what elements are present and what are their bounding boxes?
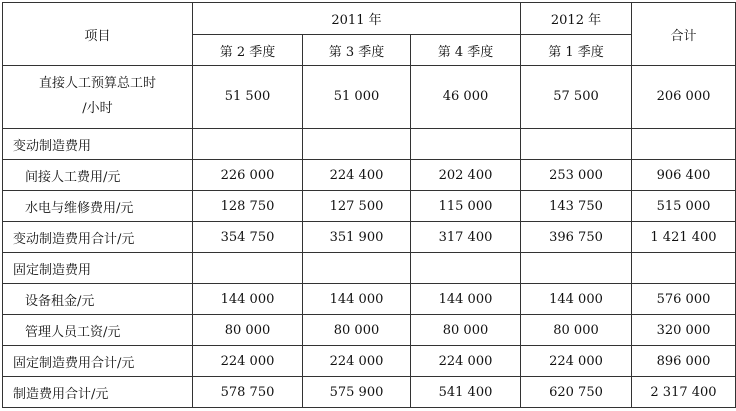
table-cell: 224 000 (193, 346, 303, 377)
table-cell: 541 400 (411, 377, 521, 408)
table-cell: 144 000 (411, 284, 521, 315)
table-cell (303, 129, 411, 160)
table-cell: 202 400 (411, 160, 521, 191)
table-cell: 224 000 (303, 346, 411, 377)
table-cell: 46 000 (411, 66, 521, 129)
table-cell: 2 317 400 (632, 377, 736, 408)
table-cell: 57 500 (521, 66, 632, 129)
table-row (3, 222, 736, 253)
table-cell: 575 900 (303, 377, 411, 408)
table-cell: 143 750 (521, 191, 632, 222)
table-cell: 354 750 (193, 222, 303, 253)
table-cell: 906 400 (632, 160, 736, 191)
table-row (3, 346, 736, 377)
table-cell (632, 253, 736, 284)
table-cell (303, 253, 411, 284)
table-cell (193, 129, 303, 160)
table-cell: 224 000 (411, 346, 521, 377)
row-label: 变动制造费用合计/元 (3, 222, 193, 253)
table-cell: 80 000 (193, 315, 303, 346)
table-row (3, 129, 736, 160)
table-cell: 1 421 400 (632, 222, 736, 253)
table-cell: 317 400 (411, 222, 521, 253)
table-cell: 224 400 (303, 160, 411, 191)
row-label-line2: /小时 (82, 101, 113, 116)
header-quarter: 第 2 季度 (193, 35, 303, 66)
row-label: 间接人工费用/元 (3, 160, 193, 191)
table-row (3, 253, 736, 284)
table-cell: 351 900 (303, 222, 411, 253)
table-cell: 127 500 (303, 191, 411, 222)
table-cell: 128 750 (193, 191, 303, 222)
table-row (3, 160, 736, 191)
table-cell: 253 000 (521, 160, 632, 191)
table-cell: 51 000 (303, 66, 411, 129)
row-label: 管理人员工资/元 (3, 315, 193, 346)
row-label: 变动制造费用 (3, 129, 193, 160)
table-cell: 115 000 (411, 191, 521, 222)
table-cell: 515 000 (632, 191, 736, 222)
row-label: 设备租金/元 (3, 284, 193, 315)
table-cell: 620 750 (521, 377, 632, 408)
row-label-line1: 直接人工预算总工时 (38, 76, 156, 92)
table-cell: 144 000 (193, 284, 303, 315)
table-row (3, 191, 736, 222)
table-row (3, 377, 736, 408)
table-cell: 80 000 (303, 315, 411, 346)
table-cell (193, 253, 303, 284)
table-row (3, 315, 736, 346)
row-label: 制造费用合计/元 (3, 377, 193, 408)
table-cell (521, 129, 632, 160)
table-cell: 224 000 (521, 346, 632, 377)
table-cell (411, 129, 521, 160)
table-cell: 896 000 (632, 346, 736, 377)
table-cell: 226 000 (193, 160, 303, 191)
row-label (3, 66, 193, 129)
row-label: 水电与维修费用/元 (3, 191, 193, 222)
header-row-years (3, 3, 736, 35)
table-cell (411, 253, 521, 284)
header-year-2011: 2011 年 (193, 3, 521, 35)
table-row (3, 284, 736, 315)
table-cell: 396 750 (521, 222, 632, 253)
manufacturing-overhead-budget-table (2, 2, 736, 408)
header-quarter: 第 3 季度 (303, 35, 411, 66)
header-total: 合计 (632, 3, 736, 66)
header-year-2012: 2012 年 (521, 3, 632, 35)
table-cell: 51 500 (193, 66, 303, 129)
table-cell: 144 000 (303, 284, 411, 315)
table-cell: 576 000 (632, 284, 736, 315)
table-cell (632, 129, 736, 160)
header-item: 项目 (3, 3, 193, 66)
table-cell: 320 000 (632, 315, 736, 346)
table-cell: 578 750 (193, 377, 303, 408)
header-quarter: 第 4 季度 (411, 35, 521, 66)
table-cell: 80 000 (411, 315, 521, 346)
table-cell (521, 253, 632, 284)
table-cell: 206 000 (632, 66, 736, 129)
table-cell: 80 000 (521, 315, 632, 346)
row-label: 固定制造费用合计/元 (3, 346, 193, 377)
table-cell: 144 000 (521, 284, 632, 315)
row-label: 固定制造费用 (3, 253, 193, 284)
header-quarter: 第 1 季度 (521, 35, 632, 66)
table-row (3, 66, 736, 129)
